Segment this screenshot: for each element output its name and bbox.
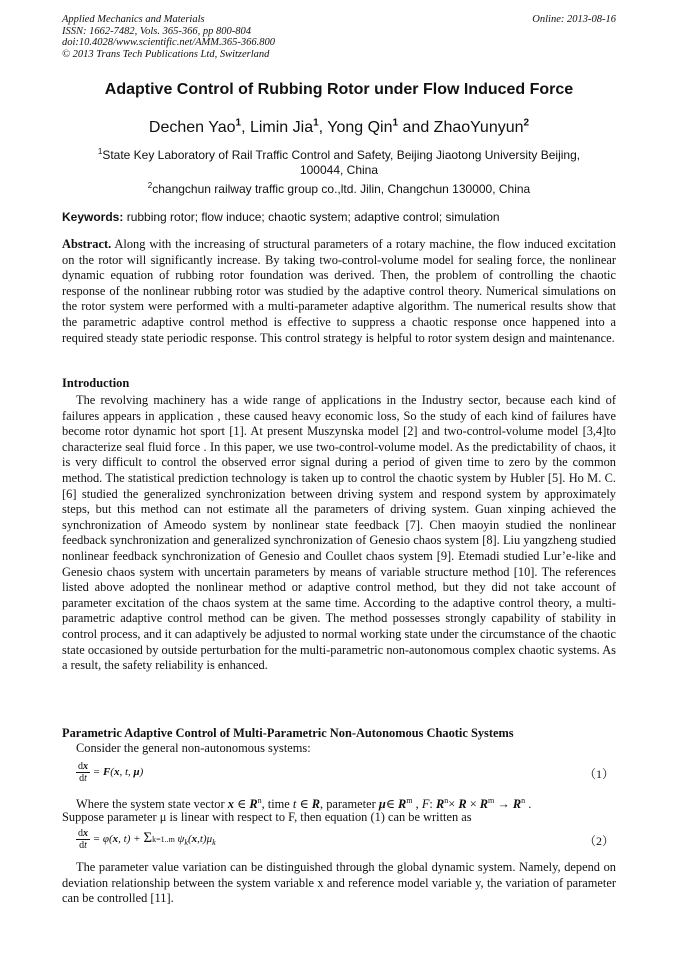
abstract-label: Abstract. [62, 237, 112, 251]
affiliation-mark: 1 [97, 147, 103, 156]
issn-line: ISSN: 1662-7482, Vols. 365-366, pp 800-804 [62, 25, 251, 37]
author-affiliation-mark: 2 [523, 117, 530, 129]
affiliation-text: changchun railway traffic group co.,ltd. Jilin, Changchun 130000, China [152, 182, 531, 196]
author-affiliation-mark: 1 [235, 117, 242, 129]
journal-header [62, 14, 275, 60]
keywords-label: Keywords: [62, 210, 124, 224]
where-time-text: , time [261, 797, 290, 812]
author-list [40, 119, 638, 137]
where-param-text: , parameter [320, 797, 376, 812]
introduction-text: The revolving machinery has a wide range of applications in the Industry sector, because each kind of failures appears in application , these caused heavy economic loss, So the study of each kind of failures have become rotor dynamic hot sport [1]. At present Muszynska model [2] and two-control-volume model [3,4]to characterize seal fluid force . In this paper, we use two-control-volume model. As the predictability of chaos, it is very difficult to control the observed error signal during a period of given time to zero by the common method. The statistical prediction technology is taken up to control the chaotic system by Hubler [5]. Ho M. C. [6] studied the generalized synchronization between driving system and respond system by approximately steps, but this method can not estimate all the parameters of driving system. Guan xinping achieved the synchronization of Ameodo system by nonlinear state feedback [7]. Chen maoyin studied the nonlinear feedback synchronization and generalized synchronization of Genesio chaos system [8]. Liu yangzheng studied nonlinear feedback synchronization of Genesio and Coullet chaos system [9]. Etemadi studied Lur’e-like and Genesio chaos system with uncertain parameters by means of variable structure method [10]. The references listed above adopted the nonlinear method or adaptive control method, but they did not take account of parameter excitation of the chaos system at the same time. According to the adaptive control theory, a multi-parametric adaptive control method can be given. The method possesses strongly capability of stability in control process, and it can adaptively be adjusted to normal working state under the circumstance of the chaotic state occasioned by outside perturbation for the multi-parametric non-autonomous complex chaotic systems. As a result, the safety reliability is enhanced. [62, 393, 616, 673]
where-line: Where the system state vector x ∈ $R^n$, time t ∈ R, parameter μ∈ $R^m$ , F: $R^n\times R \times R^m \to R^n$ . [76, 796, 532, 812]
abstract [62, 237, 616, 346]
consider-text: Consider the general non-autonomous systems: [76, 741, 311, 755]
journal-name: Applied Mechanics and Materials [62, 14, 205, 25]
author-separator: , [318, 119, 328, 136]
online-date: Online: 2013-08-16 [532, 14, 616, 25]
author-separator: , [241, 119, 250, 136]
equation-number-2: （2） [583, 834, 614, 848]
equation-number-1: （1） [583, 767, 614, 781]
affiliation-1 [80, 148, 598, 178]
affiliation-text: State Key Laboratory of Rail Traffic Control and Safety, Beijing Jiaotong University Beijing, 100044, China [102, 148, 581, 177]
keywords [62, 210, 616, 224]
paper-title: Adaptive Control of Rubbing Rotor under Flow Induced Force [104, 81, 574, 98]
where-text: Where the system state vector [76, 797, 225, 812]
keywords-text: rubbing rotor; flow induce; chaotic system; adaptive control; simulation [123, 210, 500, 224]
author-name: Yong Qin [327, 119, 393, 136]
author-affiliation-mark: 1 [392, 117, 399, 129]
author-affiliation-mark: 1 [313, 117, 319, 129]
section-heading-introduction: Introduction [62, 376, 130, 390]
affiliation-2 [80, 182, 598, 197]
affiliation-mark: 2 [147, 181, 153, 190]
doi-line[interactable]: doi:10.4028/www.scientific.net/AMM.365-366.800 [62, 37, 275, 48]
suppose-text: Suppose parameter μ is linear with respect to F, then equation (1) can be written as [62, 810, 472, 824]
author-separator: and [398, 119, 434, 136]
author-name: ZhaoYunyun [433, 119, 524, 136]
equation-2: $\frac{dx}{dt}$ = φ(x, t) + Σk=1..m $\psi_k(x,t)\mu_k$ [78, 828, 216, 851]
abstract-text: Along with the increasing of structural parameters of a rotary machine, the flow induced excitation on the rotor will significantly increase. By taking two-control-volume model for sealing force, the nonlinear dynamic equation of rubbing rotor foundation was derived. Then, the problem of controlling the chaotic response of the nonlinear rubbing rotor was studied by the adaptive control theory. Numerical simulations on the rotor system were performed with a multi-parameter adaptive algorithm. The numerical results show that the parametric adaptive control method is effective to suppress a chaotic response once happened into a required steady state periodic response. This control strategy is helpful to rotor system design and maintenance. [62, 237, 616, 345]
copyright-line: © 2013 Trans Tech Publications Ltd, Switzerland [62, 48, 270, 60]
final-paragraph: The parameter value variation can be distinguished through the global dynamic system. Namely, depend on deviation relationship between the system variable x and reference model variable y, the variation of parameter can be controlled [11]. [62, 860, 616, 906]
equation-1: $\frac{dx}{dt}$ = F(x, t, μ) [78, 761, 144, 784]
author-name: Dechen Yao [148, 119, 236, 136]
section-heading-adaptive-control: Parametric Adaptive Control of Multi-Parametric Non-Autonomous Chaotic Systems [62, 726, 514, 740]
author-name: Limin Jia [249, 119, 314, 136]
